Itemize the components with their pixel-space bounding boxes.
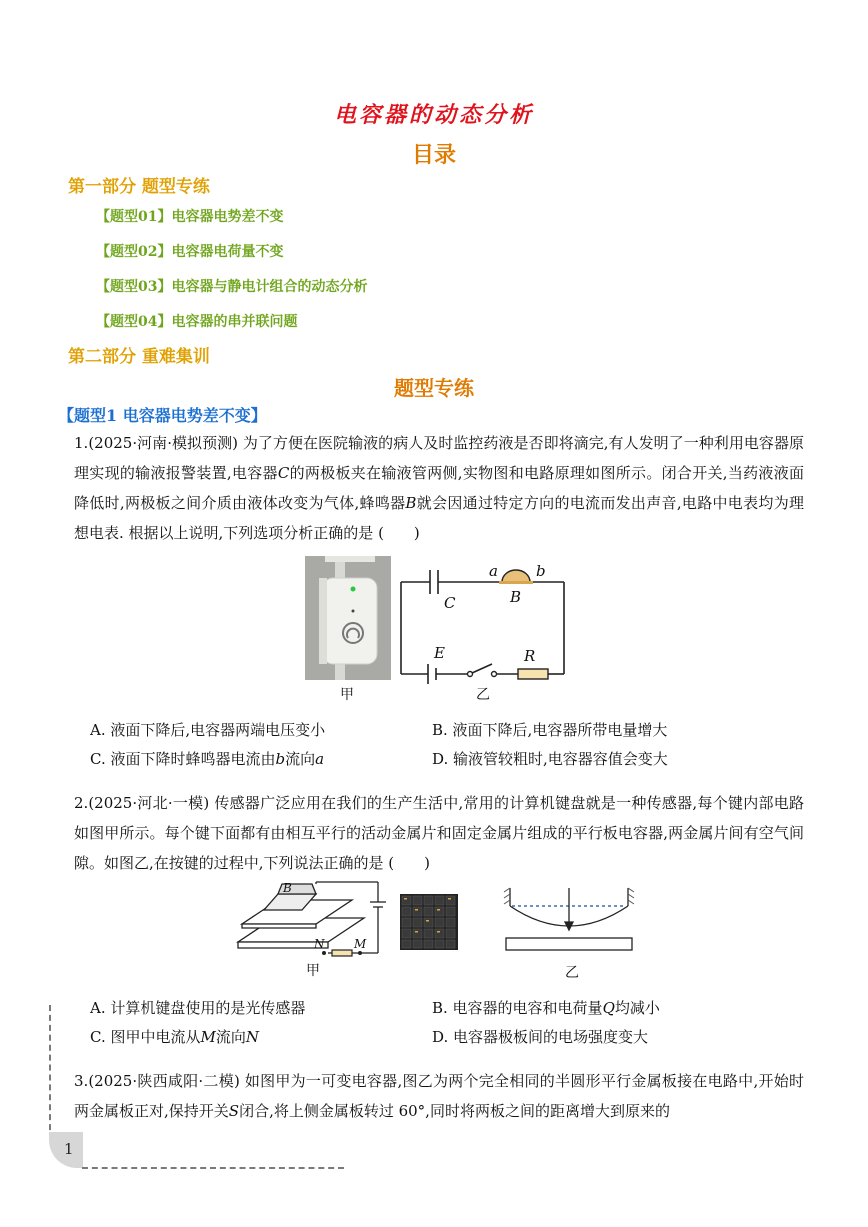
alarm-circuit-diagram (396, 558, 571, 688)
key-press-diagram (500, 886, 640, 954)
label-b: b (536, 562, 546, 580)
option-text: C. 图甲中电流从 (90, 1028, 201, 1046)
question-3-stem (74, 1066, 804, 1126)
toc-part1[interactable]: 第一部分 题型专练 (68, 177, 210, 197)
stem-text: 就会因通过特定方向的电流而发出声音,电路中电表均为理想电表. 根据以上说明,下列选项分析正确的是 ( ) (74, 494, 804, 542)
stem-text: 的两极板夹在输液管两侧,实物图和电路原理如图所示。闭合开关,当药液液面降低时,两极板之间介质由液体改变为气体,蜂鸣器 (74, 464, 804, 512)
label-m: M (354, 937, 367, 951)
option-text: 流向 (215, 1028, 246, 1046)
option-text: C. 液面下降时蜂鸣器电流由 (90, 750, 276, 768)
figure-label-a: 甲 (306, 963, 320, 979)
question-number: 2. (74, 794, 89, 812)
label-c: C (444, 594, 456, 612)
stem-text: 为了方便在医院输液的病人及时监控药液是否即将滴完,有人发明了一种利用电容器原理实现的输液报警装置,电容器 (74, 434, 804, 482)
question-source: (2025·河南·模拟预测) (88, 434, 239, 452)
var-q: Q (602, 999, 615, 1017)
toc-part2[interactable]: 第二部分 重难集训 (68, 347, 210, 367)
toc-item-type01[interactable]: 【题型01】电容器电势差不变 (96, 209, 284, 225)
label-buzzer-b: B (510, 588, 522, 606)
keyboard-photo (400, 894, 458, 950)
q2-option-d[interactable]: D. 电容器极板间的电场强度变大 (432, 1028, 649, 1046)
stem-text: 传感器广泛应用在我们的生产生活中,常用的计算机键盘就是一种传感器,每个键内部电路如图甲所示。每个键下面都有由相互平行的活动金属片和固定金属片组成的平行板电容器,两金属片间有空气间隙。如图乙,在按键的过程中,下列说法正确的是 ( ) (74, 794, 804, 872)
q2-option-b[interactable] (432, 997, 660, 1018)
toc-item-type03[interactable]: 【题型03】电容器与静电计组合的动态分析 (96, 279, 368, 295)
page-footer-dashes (82, 1167, 344, 1169)
stem-text: 闭合,将上侧金属板转过 60°,同时将两板之间的距离增大到原来的 (239, 1102, 670, 1120)
q1-option-d[interactable]: D. 输液管较粗时,电容器容值会变大 (432, 750, 668, 768)
q1-option-c[interactable] (90, 748, 324, 769)
label-key-b: B (283, 881, 292, 895)
var-c: C (277, 464, 290, 482)
var-m: M (200, 1028, 216, 1046)
keyboard-key-circuit (232, 880, 394, 958)
keyboard-keys-drawing (400, 894, 458, 950)
q2-option-c[interactable] (90, 1026, 259, 1047)
q1-option-a[interactable]: A. 液面下降后,电容器两端电压变小 (90, 721, 326, 739)
toc-heading: 目录 (411, 142, 456, 168)
type1-heading: 【题型1 电容器电势差不变】 (58, 406, 267, 425)
var-n: N (245, 1028, 259, 1046)
figure-label-b: 乙 (565, 965, 579, 981)
page-number: 1 (64, 1140, 74, 1158)
question-number: 1. (74, 434, 89, 452)
var-b: B (405, 494, 417, 512)
toc-item-type04[interactable]: 【题型04】电容器的串并联问题 (96, 314, 298, 330)
option-text: B. 电容器的电容和电荷量 (432, 999, 603, 1017)
figure-label-a: 甲 (340, 687, 354, 703)
page-margin-dashes (49, 1005, 51, 1140)
fixed-plate (506, 938, 632, 950)
label-a: a (489, 562, 498, 580)
infusion-alarm-photo (305, 556, 391, 680)
label-e: E (434, 644, 445, 662)
option-text: 流向 (285, 750, 316, 768)
q1-option-b[interactable]: B. 液面下降后,电容器所带电量增大 (432, 721, 668, 739)
figure-label-b: 乙 (476, 687, 490, 703)
var-s: S (228, 1102, 240, 1120)
document-title: 电容器的动态分析 (333, 102, 534, 128)
question-source: (2025·河北·一模) (88, 794, 210, 812)
resistor (332, 950, 352, 956)
stem-text: 如图甲为一可变电容器,图乙为两个完全相同的半圆形平行金属板接在电路中,开始时两金属板正对,保持开关 (74, 1072, 804, 1120)
device-photo-drawing (305, 556, 391, 680)
question-source: (2025·陕西咸阳·二模) (88, 1072, 240, 1090)
q2-option-a[interactable]: A. 计算机键盘使用的是光传感器 (90, 999, 306, 1017)
question-1-stem (74, 428, 804, 548)
option-text: 均减小 (614, 999, 660, 1017)
var-b: b (275, 750, 286, 768)
resistor-r (518, 669, 548, 679)
var-a: a (315, 750, 325, 768)
label-n: N (314, 937, 325, 951)
section-heading: 题型专练 (394, 376, 474, 400)
toc-item-type02[interactable]: 【题型02】电容器电荷量不变 (96, 244, 284, 260)
question-2-stem (74, 788, 804, 878)
label-r: R (524, 647, 536, 665)
buzzer-icon (502, 570, 530, 582)
question-number: 3. (74, 1072, 89, 1090)
